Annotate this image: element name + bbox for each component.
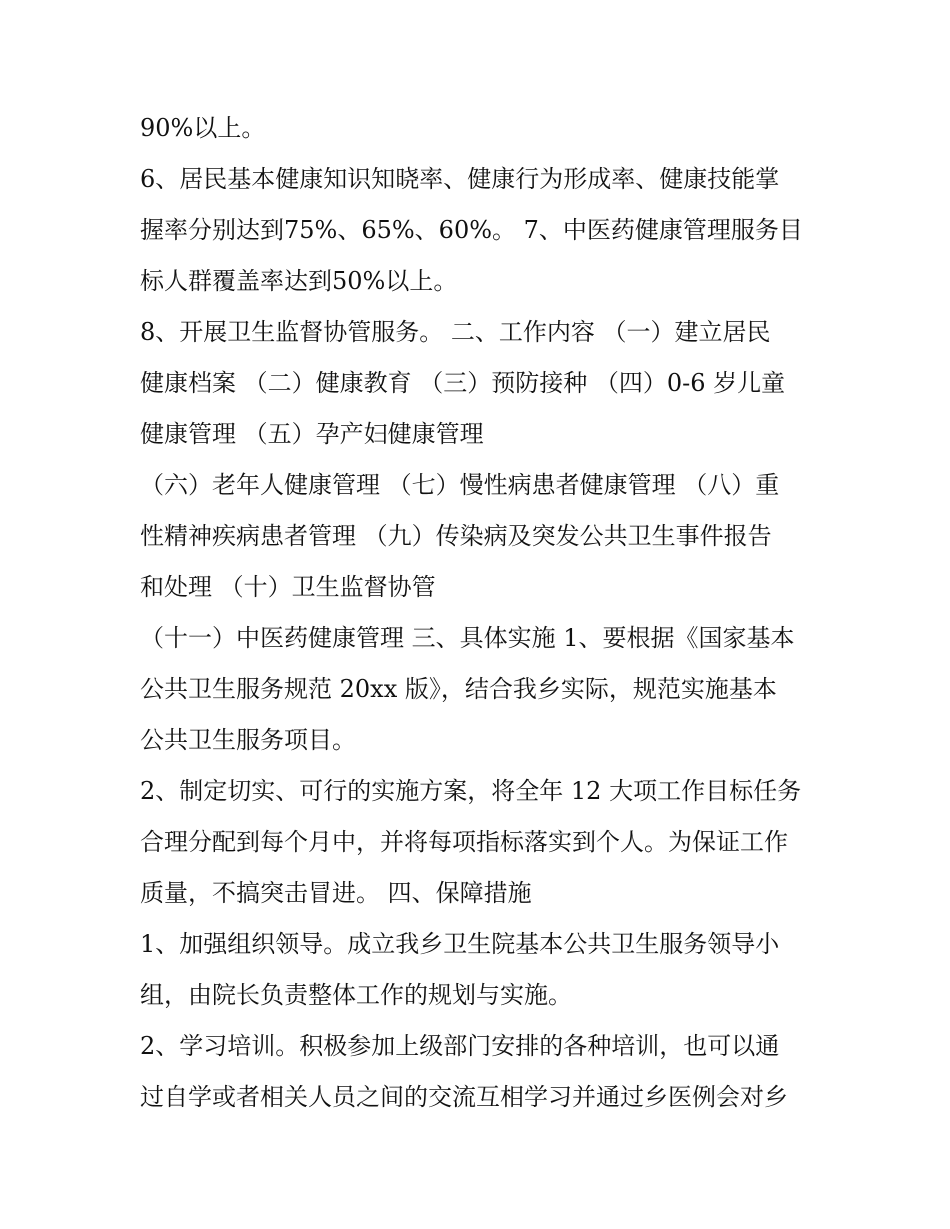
text-line: 质量，不搞突击冒进。 四、保障措施 <box>140 879 532 907</box>
text-line: 过自学或者相关人员之间的交流互相学习并通过乡医例会对乡 <box>140 1083 788 1111</box>
text-line: 1、加强组织领导。成立我乡卫生院基本公共卫生服务领导小 <box>140 930 780 958</box>
text-line: （六）老年人健康管理 （七）慢性病患者健康管理 （八）重 <box>140 471 780 499</box>
text-line: 组，由院长负责整体工作的规划与实施。 <box>140 981 572 1009</box>
document-body <box>140 103 820 1123</box>
text-line: 公共卫生服务项目。 <box>140 726 356 754</box>
text-line: 2、学习培训。积极参加上级部门安排的各种培训，也可以通 <box>140 1032 780 1060</box>
text-line: 和处理 （十）卫生监督协管 <box>140 573 436 601</box>
text-line: 6、居民基本健康知识知晓率、健康行为形成率、健康技能掌 <box>140 165 780 193</box>
text-line: 公共卫生服务规范 20xx 版》，结合我乡实际，规范实施基本 <box>140 675 777 703</box>
text-line: 健康档案 （二）健康教育 （三）预防接种 （四）0-6 岁儿童 <box>140 369 786 397</box>
text-line: （十一）中医药健康管理 三、具体实施 1、要根据《国家基本 <box>140 624 795 652</box>
text-line: 握率分别达到75%、65%、60%。 7、中医药健康管理服务目 <box>140 216 803 244</box>
text-line: 8、开展卫生监督协管服务。 二、工作内容 （一）建立居民 <box>140 318 771 346</box>
text-line: 健康管理 （五）孕产妇健康管理 <box>140 420 484 448</box>
text-line: 2、制定切实、可行的实施方案，将全年 12 大项工作目标任务 <box>140 777 802 805</box>
text-line: 合理分配到每个月中，并将每项指标落实到个人。为保证工作 <box>140 828 788 856</box>
text-line: 性精神疾病患者管理 （九）传染病及突发公共卫生事件报告 <box>140 522 772 550</box>
text-line: 标人群覆盖率达到50%以上。 <box>140 267 458 295</box>
text-line: 90%以上。 <box>140 114 266 142</box>
